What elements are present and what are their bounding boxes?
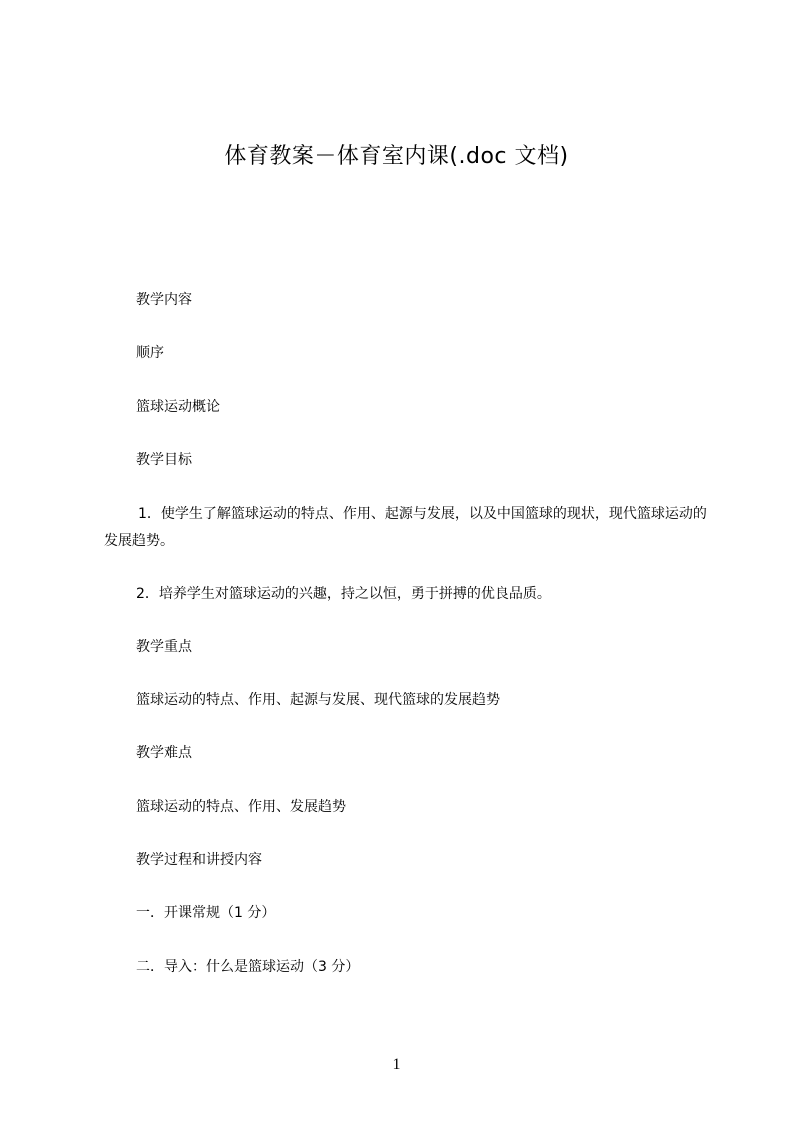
paragraph-process-heading: 教学过程和讲授内容 — [136, 852, 262, 868]
paragraph-teaching-content-heading: 教学内容 — [136, 292, 192, 308]
page-number: 1 — [392, 1056, 401, 1073]
paragraph-difficulties-heading: 教学难点 — [136, 745, 192, 761]
paragraph-basketball-overview: 篮球运动概论 — [136, 399, 220, 415]
paragraph-goal-1: 1．使学生了解篮球运动的特点、作用、起源与发展，以及中国篮球的现状，现代篮球运动的发展趋势。 — [104, 506, 707, 549]
paragraph-opening-routine: 一．开课常规（1 分） — [136, 905, 276, 921]
paragraph-teaching-goals-heading: 教学目标 — [136, 452, 192, 468]
paragraph-key-points-heading: 教学重点 — [136, 639, 192, 655]
paragraph-key-points: 篮球运动的特点、作用、起源与发展、现代篮球的发展趋势 — [136, 692, 500, 708]
paragraph-goal-2: 2．培养学生对篮球运动的兴趣，持之以恒，勇于拼搏的优良品质。 — [136, 586, 551, 602]
paragraph-introduction: 二．导入：什么是篮球运动（3 分） — [136, 959, 360, 975]
paragraph-order-heading: 顺序 — [136, 345, 164, 361]
paragraph-difficulties: 篮球运动的特点、作用、发展趋势 — [136, 799, 346, 815]
document-title: 体育教案－体育室内课(.doc 文档) — [224, 144, 569, 169]
